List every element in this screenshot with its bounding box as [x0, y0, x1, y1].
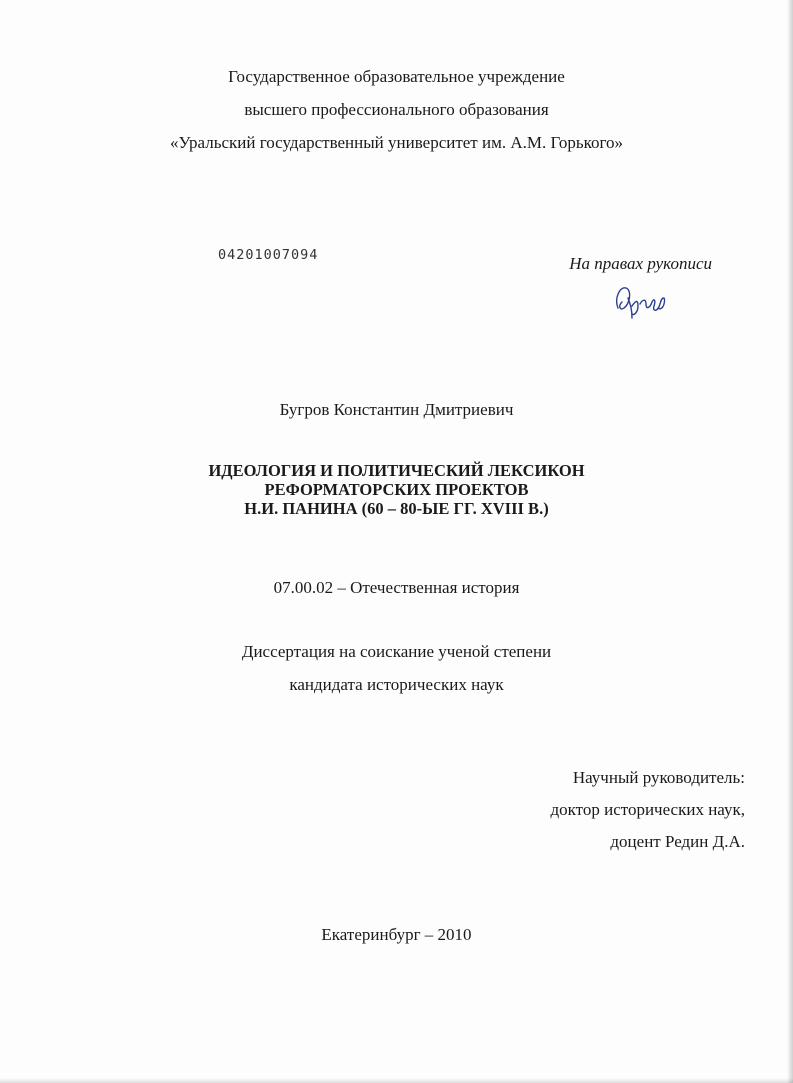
title-line-2: РЕФОРМАТОРСКИХ ПРОЕКТОВ	[264, 480, 529, 499]
supervisor-name: доцент Редин Д.А.	[610, 832, 745, 851]
institution-line-3: «Уральский государственный университет им. А.М. Горького»	[169, 133, 624, 152]
supervisor-degree: доктор исторических наук,	[550, 800, 745, 819]
signature-icon	[610, 278, 680, 333]
city-year: Екатеринбург – 2010	[321, 925, 472, 944]
degree-line-1: Диссертация на соискание ученой степени	[241, 642, 552, 661]
manuscript-note: На правах рукописи	[569, 254, 712, 273]
institution-line-1: Государственное образовательное учреждение	[228, 67, 565, 86]
supervisor-label: Научный руководитель:	[572, 768, 745, 787]
title-line-1: ИДЕОЛОГИЯ И ПОЛИТИЧЕСКИЙ ЛЕКСИКОН	[208, 461, 585, 480]
registration-code: 04201007094	[218, 247, 319, 263]
scan-edge-shadow	[787, 0, 793, 1083]
degree-line-2: кандидата исторических наук	[289, 675, 504, 694]
author-name: Бугров Константин Дмитриевич	[279, 400, 514, 419]
institution-line-2: высшего профессионального образования	[244, 100, 549, 119]
specialty: 07.00.02 – Отечественная история	[273, 578, 520, 597]
title-line-3: Н.И. ПАНИНА (60 – 80-ЫЕ ГГ. XVIII В.)	[244, 499, 549, 518]
scan-bottom-shadow	[0, 1078, 793, 1083]
